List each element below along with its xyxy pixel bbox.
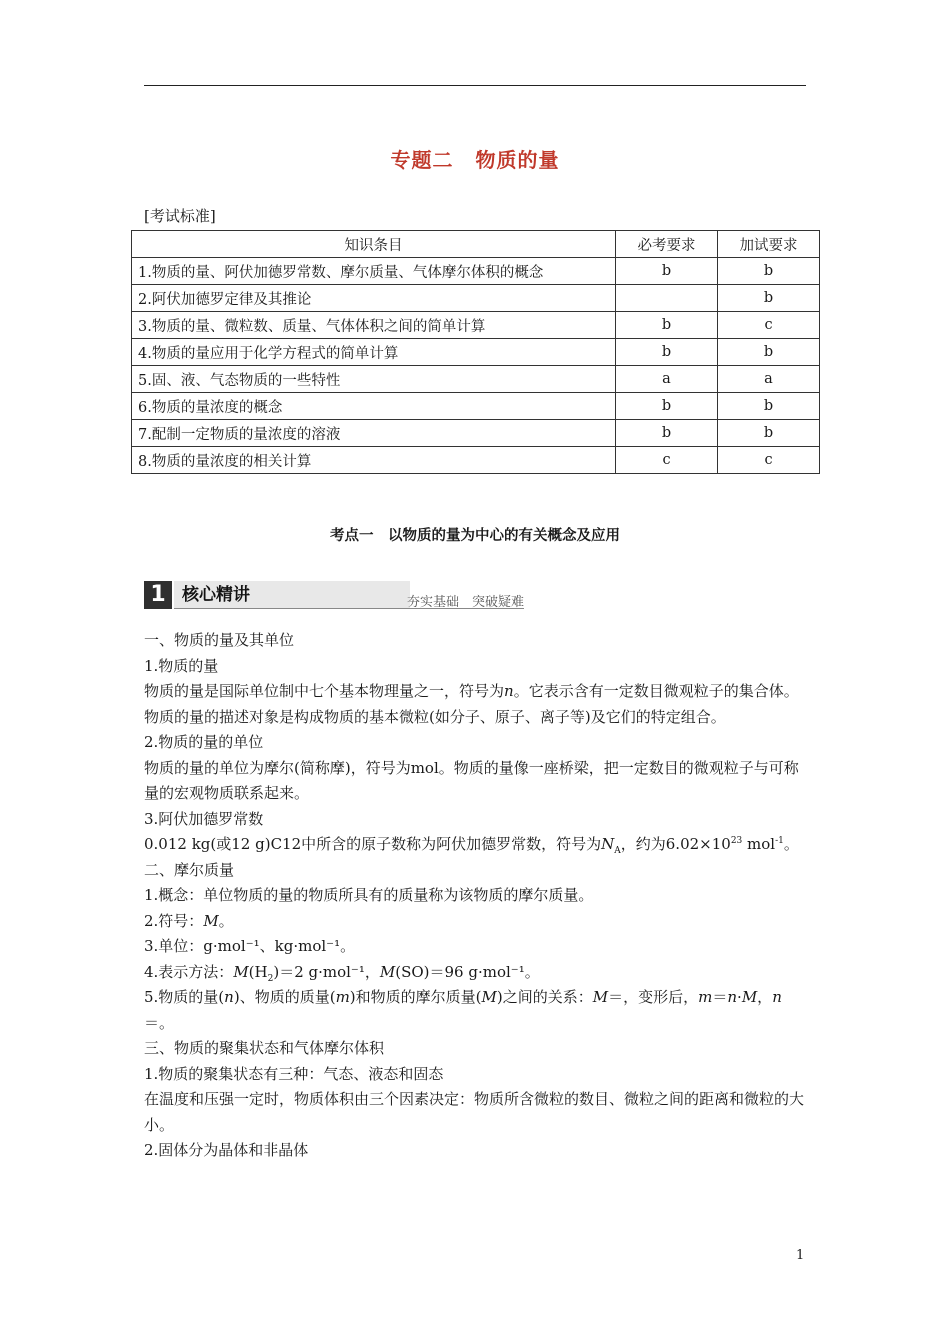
section-title: 考点一 以物质的量为中心的有关概念及应用 xyxy=(330,528,620,544)
paragraph: 在温度和压强一定时，物质体积由三个因素决定：物质所含微粒的数目、微粒之间的距离和微粒的大小。 xyxy=(144,1090,805,1134)
standards-label: [考试标准] xyxy=(144,207,216,225)
table-cell: b xyxy=(616,312,718,339)
page-number: 1 xyxy=(796,1248,805,1263)
subheading: 1.物质的聚集状态有三种：气态、液态和固态 xyxy=(144,1064,444,1083)
table-cell: 7.配制一定物质的量浓度的溶液 xyxy=(132,420,616,447)
section-banner xyxy=(144,581,524,611)
table-row xyxy=(132,393,820,420)
banner-heading: 核心精讲 xyxy=(174,581,410,609)
subheading: 1.物质的量 xyxy=(144,656,219,675)
heading: 一、物质的量及其单位 xyxy=(144,631,295,649)
standards-table xyxy=(131,230,820,474)
table-cell: b xyxy=(616,258,718,285)
table-cell: 5.固、液、气态物质的一些特性 xyxy=(132,366,616,393)
table-header-row xyxy=(132,231,820,258)
paragraph: 物质的量的单位为摩尔(简称摩)，符号为mol。物质的量像一座桥梁，把一定数目的微观粒子与可称量的宏观物质联系起来。 xyxy=(144,758,799,802)
table-cell: b xyxy=(718,339,820,366)
body-text xyxy=(144,628,808,1164)
table-cell: a xyxy=(616,366,718,393)
table-row xyxy=(132,447,820,474)
table-cell: c xyxy=(718,312,820,339)
table-cell: 4.物质的量应用于化学方程式的简单计算 xyxy=(132,339,616,366)
heading: 三、物质的聚集状态和气体摩尔体积 xyxy=(144,1039,385,1057)
paragraph: 物质的量的描述对象是构成物质的基本微粒(如分子、原子、离子等)及它们的特定组合。 xyxy=(144,707,726,726)
table-cell: b xyxy=(718,258,820,285)
table-cell: a xyxy=(718,366,820,393)
table-row xyxy=(132,312,820,339)
list-item: 4.表示方法：$M(H_2)=2$ g·mol⁻¹，M(SO)＝96 g·mol⁻¹。 xyxy=(144,962,540,984)
page-title: 专题二 物质的量 xyxy=(390,148,560,172)
table-row xyxy=(132,285,820,312)
subheading: 3.阿伏加德罗常数 xyxy=(144,809,264,828)
table-cell: b xyxy=(616,393,718,420)
paragraph: 0.012 kg(或12 g)C12中所含的原子数称为阿伏加德罗常数，符号为$N_A$，约为$6.02\times 10^{23}$ mol$^{-1}$。 xyxy=(144,835,799,856)
subheading: 2.物质的量的单位 xyxy=(144,733,264,751)
table-row xyxy=(132,339,820,366)
table-cell xyxy=(616,285,718,312)
list-item: 5.物质的量(n)、物质的质量(m)和物质的摩尔质量(M)之间的关系：M＝，变形后，m＝n·M，n＝。 xyxy=(144,988,782,1032)
table-cell: b xyxy=(718,285,820,312)
table-cell: 2.阿伏加德罗定律及其推论 xyxy=(132,285,616,312)
subheading: 2.固体分为晶体和非晶体 xyxy=(144,1141,309,1159)
table-cell: b xyxy=(718,420,820,447)
table-cell: 3.物质的量、微粒数、质量、气体体积之间的简单计算 xyxy=(132,312,616,339)
table-row xyxy=(132,366,820,393)
table-cell: c xyxy=(718,447,820,474)
header-rule xyxy=(144,85,806,86)
table-row xyxy=(132,420,820,447)
column-header: 必考要求 xyxy=(616,231,718,258)
list-item: 1.概念：单位物质的量的物质所具有的质量称为该物质的摩尔质量。 xyxy=(144,886,594,904)
table-row xyxy=(132,258,820,285)
table-cell: 1.物质的量、阿伏加德罗常数、摩尔质量、气体摩尔体积的概念 xyxy=(132,258,616,285)
table-cell: b xyxy=(616,339,718,366)
list-item: 3.单位：g·mol⁻¹、kg·mol⁻¹。 xyxy=(144,937,356,955)
heading: 二、摩尔质量 xyxy=(144,860,235,879)
column-header: 知识条目 xyxy=(132,231,616,258)
list-item: 2.符号：M。 xyxy=(144,911,234,930)
table-cell: b xyxy=(616,420,718,447)
banner-subtitle: 夯实基础 突破疑难 xyxy=(406,595,524,610)
table-cell: 6.物质的量浓度的概念 xyxy=(132,393,616,420)
table-cell: c xyxy=(616,447,718,474)
column-header: 加试要求 xyxy=(718,231,820,258)
banner-number: 1 xyxy=(144,581,172,609)
table-cell: b xyxy=(718,393,820,420)
table-cell: 8.物质的量浓度的相关计算 xyxy=(132,447,616,474)
paragraph: 物质的量是国际单位制中七个基本物理量之一，符号为n。它表示含有一定数目微观粒子的集合体。 xyxy=(144,682,799,700)
